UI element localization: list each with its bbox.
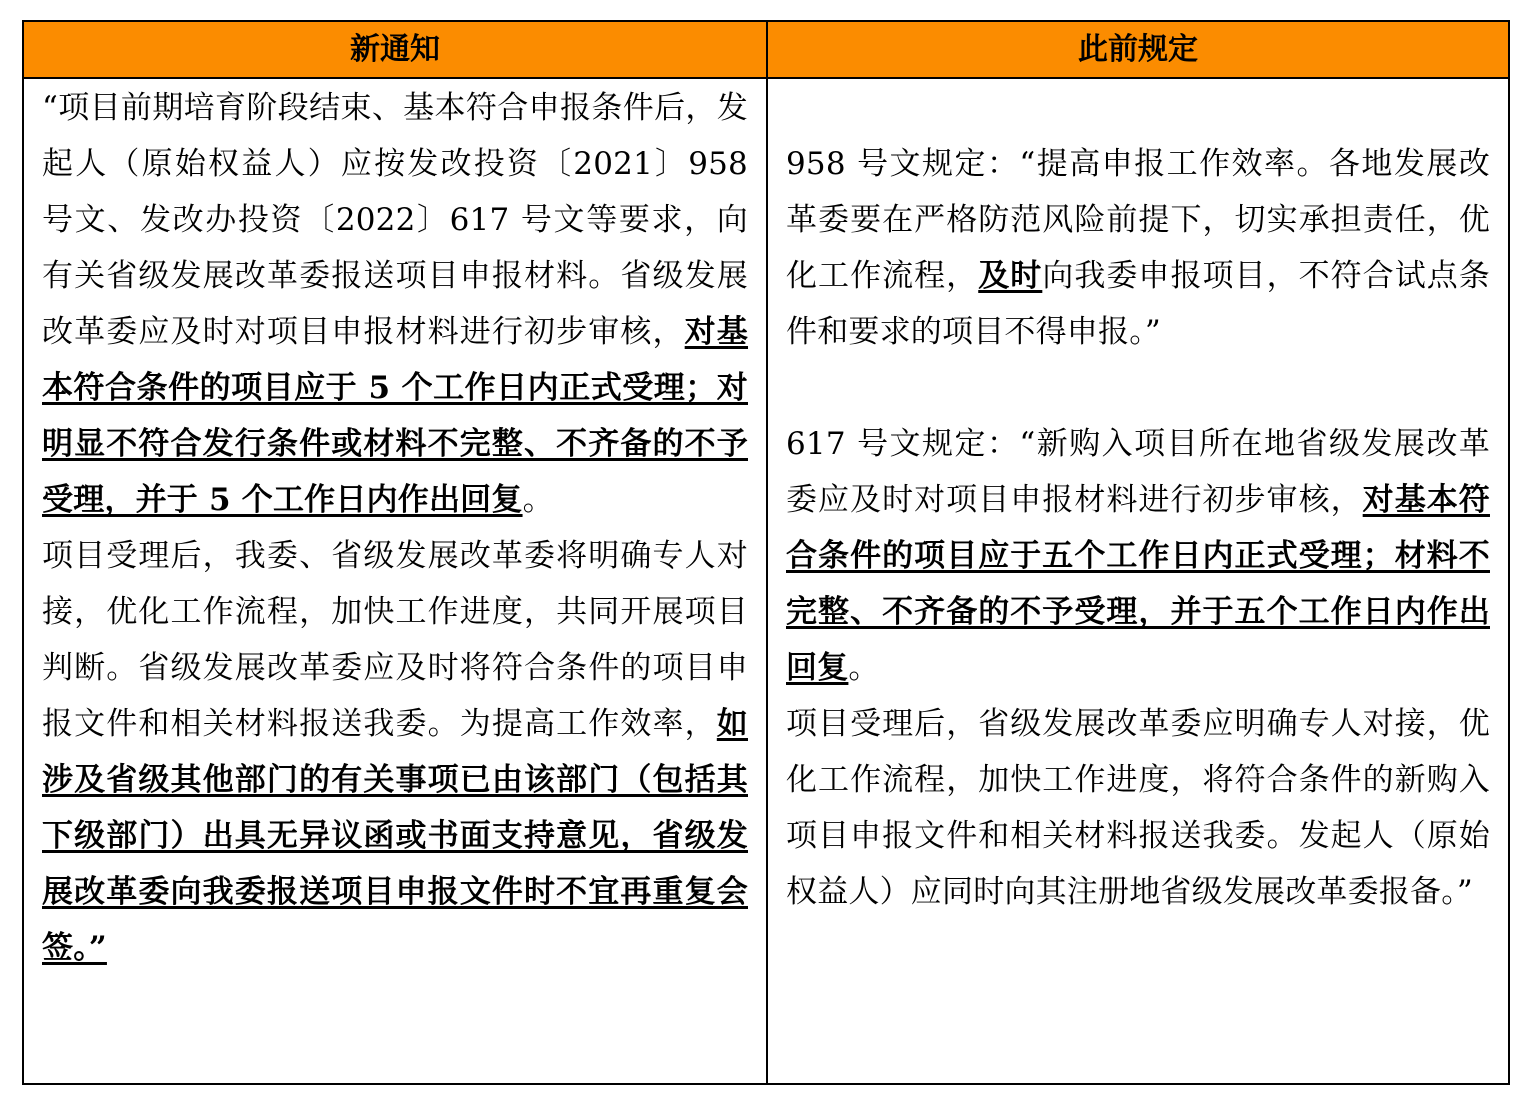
new-notice-p2-text: 项目受理后，我委、省级发展改革委将明确专人对接，优化工作流程，加快工作进度，共同开展项目判断。省级发展改革委应及时将符合条件的项目申报文件和相关材料报送我委。为提高工作效率， bbox=[42, 538, 748, 742]
new-notice-p2-emphasis: 如涉及省级其他部门的有关事项已由该部门（包括其下级部门）出具无异议函或书面支持意见，省级发展改革委向我委报送项目申报文件时不宜再重复会签。” bbox=[42, 706, 748, 966]
rule-617-end: 。 bbox=[848, 650, 880, 686]
previous-rules-cell bbox=[786, 80, 1490, 920]
new-notice-paragraph-1 bbox=[42, 80, 748, 528]
rule-617-paragraph bbox=[786, 416, 1490, 696]
rule-617-text: 617 号文规定：“新购入项目所在地省级发展改革委应及时对项目申报材料进行初步审核， bbox=[786, 426, 1490, 518]
new-notice-p1-text: “项目前期培育阶段结束、基本符合申报条件后，发起人（原始权益人）应按发改投资〔2021〕958 号文、发改办投资〔2022〕617 号文等要求，向有关省级发展改革委报送项目申报材料。省级发展改革委应及时对项目申报材料进行初步审核， bbox=[42, 90, 748, 350]
rule-958-text: 958 号文规定：“提高申报工作效率。各地发展改革委要在严格防范风险前提下，切实承担责任，优化工作流程， bbox=[786, 146, 1490, 294]
new-notice-p1-end: 。 bbox=[522, 482, 554, 518]
spacer bbox=[786, 80, 1490, 136]
new-notice-paragraph-2 bbox=[42, 528, 748, 976]
rule-617-emphasis: 对基本符合条件的项目应于五个工作日内正式受理；材料不完整、不齐备的不予受理，并于五个工作日内作出回复 bbox=[786, 482, 1490, 686]
rule-958-end: 向我委申报项目，不符合试点条件和要求的项目不得申报。” bbox=[786, 258, 1490, 350]
header-previous-rules: 此前规定 bbox=[1078, 32, 1198, 67]
rule-958-paragraph bbox=[786, 136, 1490, 360]
spacer bbox=[786, 360, 1490, 416]
new-notice-p1-emphasis: 对基本符合条件的项目应于 5 个工作日内正式受理；对明显不符合发行条件或材料不完整、不齐备的不予受理，并于 5 个工作日内作出回复 bbox=[42, 314, 749, 518]
comparison-table bbox=[22, 20, 1510, 1085]
column-divider bbox=[766, 22, 768, 1083]
rule-958-emphasis: 及时 bbox=[978, 258, 1043, 294]
header-new-notice: 新通知 bbox=[350, 32, 440, 67]
rule-617-paragraph-2: 项目受理后，省级发展改革委应明确专人对接，优化工作流程，加快工作进度，将符合条件的新购入项目申报文件和相关材料报送我委。发起人（原始权益人）应同时向其注册地省级发展改革委报备。” bbox=[786, 706, 1490, 910]
new-notice-cell bbox=[42, 80, 748, 976]
